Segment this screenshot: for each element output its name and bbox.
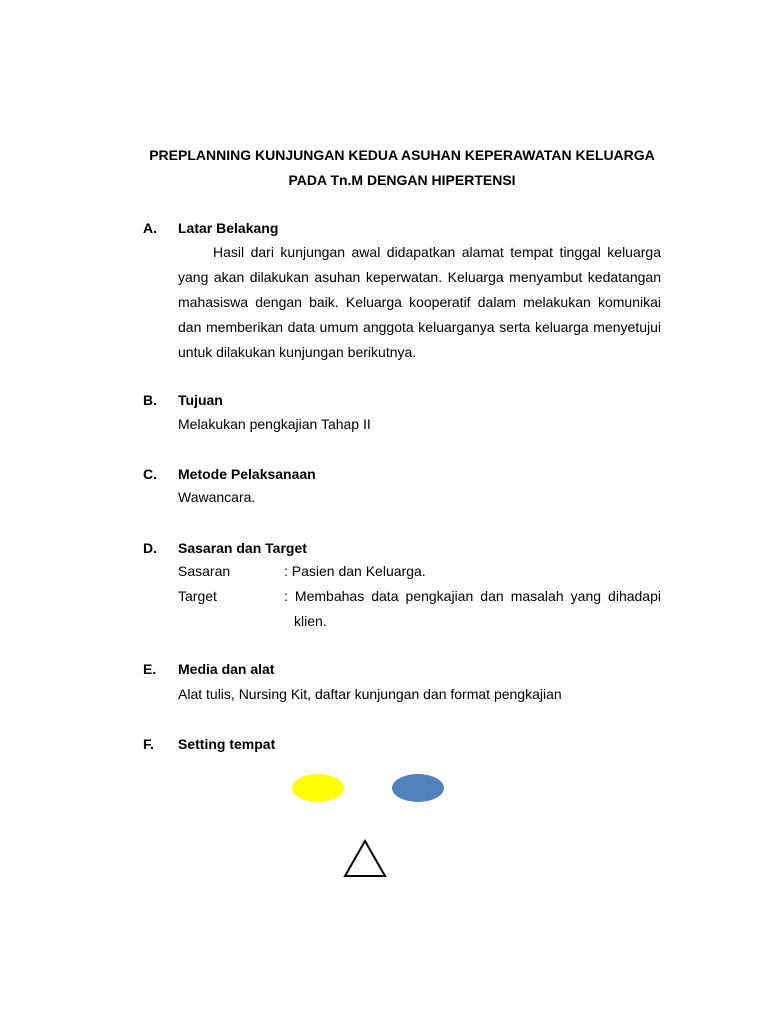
document-title-line-1: PREPLANNING KUNJUNGAN KEDUA ASUHAN KEPERAWATAN KELUARGA — [149, 147, 655, 163]
section-d-row-value-text: : Pasien dan Keluarga. — [284, 563, 426, 579]
section-b-heading: Tujuan — [178, 392, 223, 408]
section-e-letter: E. — [143, 661, 157, 677]
section-c-letter: C. — [143, 466, 157, 482]
section-e-heading: Media dan alat — [178, 661, 275, 677]
section-b-letter: B. — [143, 392, 157, 408]
section-d-letter: D. — [143, 540, 157, 556]
section-d-heading: Sasaran dan Target — [178, 540, 307, 556]
section-a-heading: Latar Belakang — [178, 220, 279, 236]
section-f-letter: F. — [143, 736, 154, 752]
section-d-row-value-text: : Membahas data pengkajian dan masalah yang dihadapi klien. — [284, 588, 661, 629]
section-d-row-label: Sasaran — [178, 563, 231, 579]
document-title-line-2: PADA Tn.M DENGAN HIPERTENSI — [288, 172, 516, 188]
section-a-letter: A. — [143, 220, 157, 236]
section-e-text: Alat tulis, Nursing Kit, daftar kunjungan dan format pengkajian — [178, 686, 562, 702]
section-d-row-label: Target — [178, 588, 217, 604]
blue-ellipse-shape — [392, 774, 444, 802]
section-c-text: Wawancara. — [178, 489, 256, 505]
section-d-row-value — [284, 559, 661, 584]
section-b-text: Melakukan pengkajian Tahap II — [178, 416, 371, 432]
yellow-ellipse-shape — [292, 774, 344, 802]
section-f-heading: Setting tempat — [178, 736, 276, 752]
section-a-paragraph: Hasil dari kunjungan awal didapatkan alamat tempat tinggal keluarga yang akan dilakukan asuhan keperwatan. Keluarga menyambut kedatangan mahasiswa dengan baik. Keluarga kooperatif dalam melakukan komunikai dan memberikan data umum anggota keluarganya serta keluarga menyetujui untuk dilakukan kunjungan berikutnya. — [178, 244, 661, 360]
triangle-shape — [345, 841, 385, 876]
section-d-row-value — [284, 584, 661, 634]
setting-diagram — [280, 765, 460, 885]
section-c-heading: Metode Pelaksanaan — [178, 466, 316, 482]
